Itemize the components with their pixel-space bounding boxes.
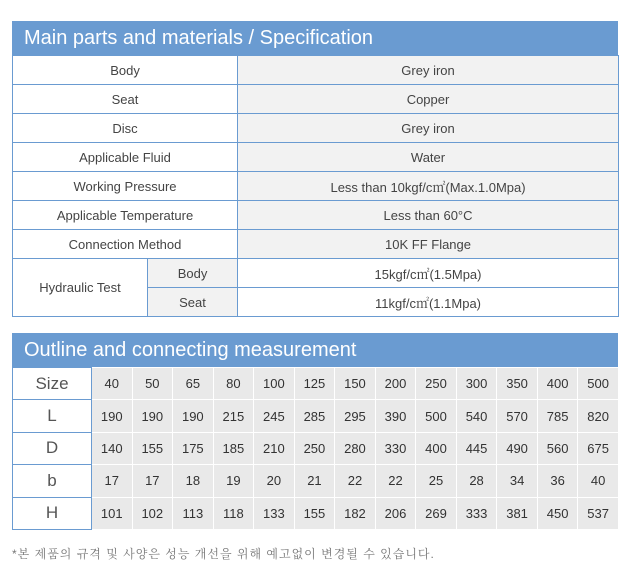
spec-table: [12, 55, 619, 317]
outline-table: [12, 367, 619, 530]
outline-cell: 150: [335, 368, 376, 400]
outline-row-label: H: [13, 497, 92, 529]
outline-cell: 102: [132, 497, 173, 529]
outline-section: [12, 333, 618, 530]
outline-cell: 490: [497, 432, 538, 464]
outline-cell: 101: [92, 497, 133, 529]
spec-section: [12, 21, 618, 317]
outline-cell: 18: [173, 465, 214, 497]
outline-title: Outline and connecting measurement: [12, 333, 618, 367]
outline-cell: 250: [294, 432, 335, 464]
outline-cell: 28: [456, 465, 497, 497]
outline-cell: 80: [213, 368, 254, 400]
outline-cell: 280: [335, 432, 376, 464]
outline-cell: 381: [497, 497, 538, 529]
outline-cell: 500: [578, 368, 619, 400]
outline-cell: 100: [254, 368, 295, 400]
spec-value: 10K FF Flange: [238, 230, 619, 259]
outline-cell: 350: [497, 368, 538, 400]
outline-cell: 330: [375, 432, 416, 464]
spec-row: [13, 143, 619, 172]
outline-cell: 785: [537, 400, 578, 432]
outline-cell: 285: [294, 400, 335, 432]
outline-cell: 500: [416, 400, 457, 432]
outline-cell: 540: [456, 400, 497, 432]
outline-row: [13, 497, 619, 529]
outline-cell: 40: [578, 465, 619, 497]
outline-cell: 190: [92, 400, 133, 432]
outline-cell: 155: [132, 432, 173, 464]
outline-cell: 450: [537, 497, 578, 529]
outline-row-label: L: [13, 400, 92, 432]
outline-cell: 190: [132, 400, 173, 432]
outline-cell: 295: [335, 400, 376, 432]
hydraulic-value: 11kgf/c㎡(1.1Mpa): [238, 288, 619, 317]
outline-cell: 537: [578, 497, 619, 529]
outline-cell: 210: [254, 432, 295, 464]
spec-row: [13, 114, 619, 143]
outline-cell: 20: [254, 465, 295, 497]
outline-cell: 215: [213, 400, 254, 432]
outline-cell: 125: [294, 368, 335, 400]
outline-cell: 34: [497, 465, 538, 497]
outline-cell: 40: [92, 368, 133, 400]
outline-cell: 133: [254, 497, 295, 529]
outline-cell: 269: [416, 497, 457, 529]
spec-value: Less than 60°C: [238, 201, 619, 230]
outline-cell: 560: [537, 432, 578, 464]
outline-cell: 118: [213, 497, 254, 529]
outline-cell: 22: [375, 465, 416, 497]
disclaimer-note: *본 제품의 규격 및 사양은 성능 개선을 위해 예고없이 변경될 수 있습니다.: [12, 547, 435, 561]
spec-label: Disc: [13, 114, 238, 143]
hydraulic-sub-label: Body: [148, 259, 238, 288]
outline-cell: 17: [132, 465, 173, 497]
spec-row: [13, 85, 619, 114]
outline-cell: 185: [213, 432, 254, 464]
hydraulic-sub-label: Seat: [148, 288, 238, 317]
spec-label: Working Pressure: [13, 172, 238, 201]
spec-label: Body: [13, 56, 238, 85]
spec-row: [13, 56, 619, 85]
outline-cell: 245: [254, 400, 295, 432]
spec-value: Grey iron: [238, 56, 619, 85]
outline-cell: 445: [456, 432, 497, 464]
outline-cell: 25: [416, 465, 457, 497]
spec-row: [13, 201, 619, 230]
outline-cell: 675: [578, 432, 619, 464]
spec-row: [13, 230, 619, 259]
outline-cell: 36: [537, 465, 578, 497]
spec-label: Seat: [13, 85, 238, 114]
hydraulic-test-label: Hydraulic Test: [13, 259, 148, 317]
outline-row: [13, 465, 619, 497]
outline-cell: 155: [294, 497, 335, 529]
outline-cell: 190: [173, 400, 214, 432]
outline-row: [13, 432, 619, 464]
outline-cell: 113: [173, 497, 214, 529]
outline-cell: 820: [578, 400, 619, 432]
outline-cell: 17: [92, 465, 133, 497]
outline-cell: 250: [416, 368, 457, 400]
outline-cell: 200: [375, 368, 416, 400]
outline-cell: 22: [335, 465, 376, 497]
outline-row: [13, 400, 619, 432]
outline-cell: 300: [456, 368, 497, 400]
outline-cell: 19: [213, 465, 254, 497]
spec-title: Main parts and materials / Specification: [12, 21, 618, 55]
outline-cell: 400: [416, 432, 457, 464]
outline-cell: 182: [335, 497, 376, 529]
outline-cell: 206: [375, 497, 416, 529]
spec-value: Less than 10kgf/c㎡(Max.1.0Mpa): [238, 172, 619, 201]
outline-cell: 65: [173, 368, 214, 400]
hydraulic-value: 15kgf/c㎡(1.5Mpa): [238, 259, 619, 288]
spec-row-hydraulic: [13, 259, 619, 288]
spec-row: [13, 172, 619, 201]
outline-row-label: Size: [13, 368, 92, 400]
outline-row-label: b: [13, 465, 92, 497]
spec-label: Applicable Fluid: [13, 143, 238, 172]
outline-cell: 50: [132, 368, 173, 400]
spec-value: Copper: [238, 85, 619, 114]
outline-cell: 333: [456, 497, 497, 529]
spec-label: Applicable Temperature: [13, 201, 238, 230]
outline-row: [13, 368, 619, 400]
outline-cell: 175: [173, 432, 214, 464]
outline-row-label: D: [13, 432, 92, 464]
outline-cell: 400: [537, 368, 578, 400]
spec-value: Water: [238, 143, 619, 172]
outline-cell: 21: [294, 465, 335, 497]
outline-cell: 570: [497, 400, 538, 432]
spec-value: Grey iron: [238, 114, 619, 143]
outline-cell: 390: [375, 400, 416, 432]
outline-cell: 140: [92, 432, 133, 464]
spec-label: Connection Method: [13, 230, 238, 259]
